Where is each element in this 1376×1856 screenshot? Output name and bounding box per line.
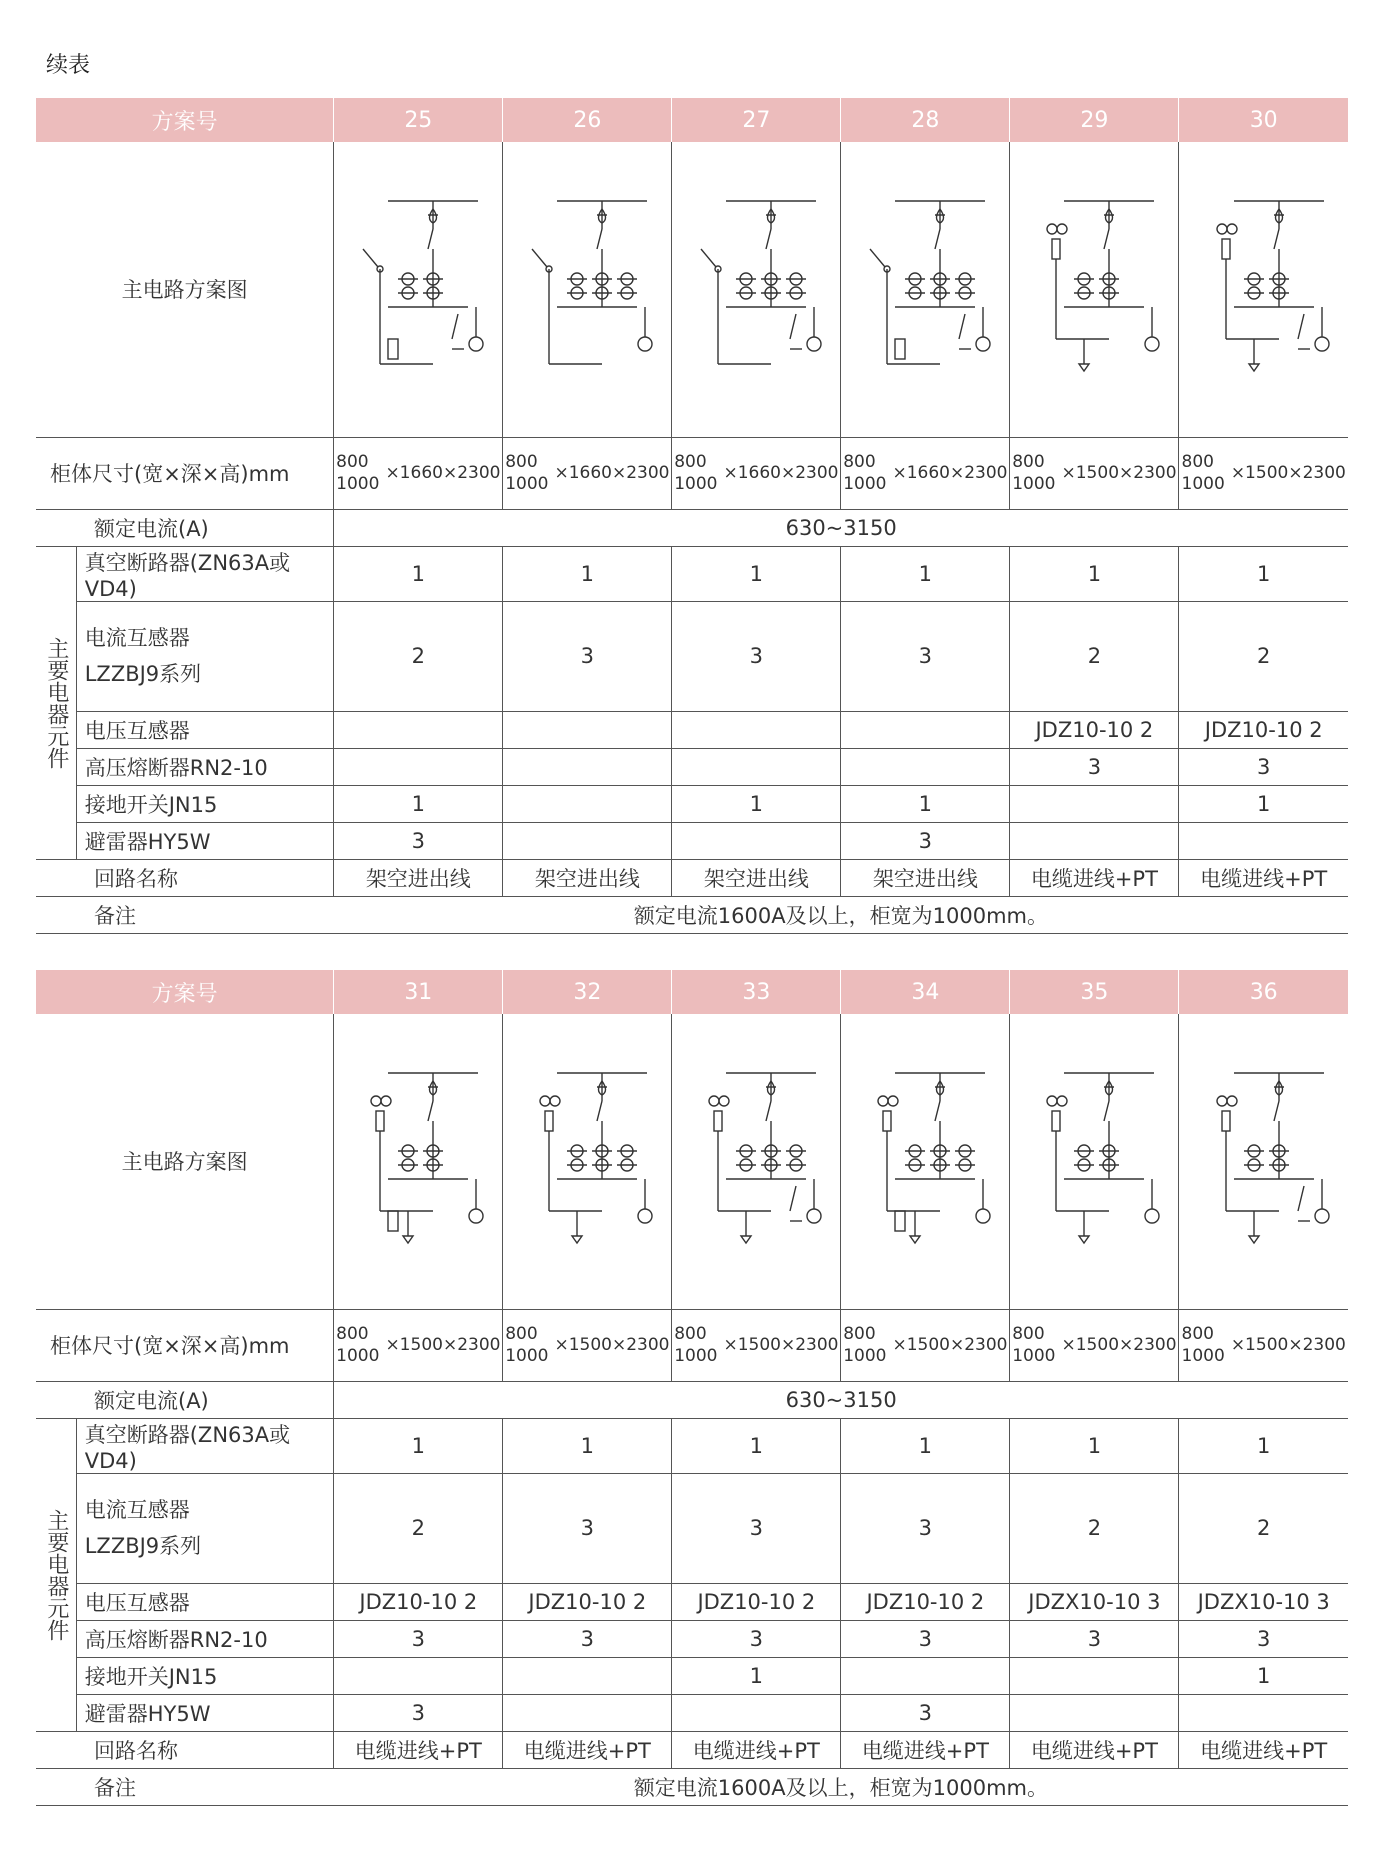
width-800: 800 <box>674 452 707 472</box>
dimensions-value <box>841 1323 1009 1367</box>
vt-qty: JDZ10-10 2 <box>503 1583 672 1620</box>
arr-qty <box>1010 1694 1179 1731</box>
table-row <box>36 1473 1348 1583</box>
arr-qty <box>672 1694 841 1731</box>
remark-value: 额定电流1600A及以上，柜宽为1000mm。 <box>334 896 1348 933</box>
dimensions-cell <box>1179 437 1348 509</box>
dimensions-cell <box>503 437 672 509</box>
circuit-diagram <box>348 1061 488 1261</box>
width-800: 800 <box>1012 1324 1045 1344</box>
breaker-qty: 1 <box>1179 1418 1348 1473</box>
dimensions-cell <box>841 437 1010 509</box>
rated-current-value: 630~3150 <box>334 509 1348 546</box>
arr-qty: 3 <box>334 1694 503 1731</box>
table-row <box>36 1309 1348 1381</box>
width-options <box>843 451 886 495</box>
circuit-name: 架空进出线 <box>334 859 503 896</box>
scheme-table <box>36 970 1348 1806</box>
dimensions-value <box>672 451 840 495</box>
circuit-name: 电缆进线+PT <box>1179 859 1348 896</box>
table-row <box>36 1731 1348 1768</box>
diagram-cell <box>334 1014 503 1309</box>
es-qty: 1 <box>672 785 841 822</box>
circuit-diagram <box>1194 189 1334 389</box>
ct-qty: 3 <box>503 1473 672 1583</box>
dimensions-value <box>334 451 502 495</box>
es-qty <box>503 1657 672 1694</box>
arr-qty <box>672 822 841 859</box>
circuit-name: 电缆进线+PT <box>503 1731 672 1768</box>
table-row <box>36 509 1348 546</box>
dimensions-value <box>672 1323 840 1367</box>
width-options <box>505 451 548 495</box>
circuit-name: 电缆进线+PT <box>672 1731 841 1768</box>
circuit-name: 电缆进线+PT <box>1010 1731 1179 1768</box>
breaker-qty: 1 <box>503 546 672 601</box>
remark-label: 备注 <box>36 1768 334 1805</box>
width-1000: 1000 <box>336 1346 380 1366</box>
diagram-label: 主电路方案图 <box>36 1014 334 1309</box>
rated-current-label: 额定电流(A) <box>36 509 334 546</box>
dimensions-value <box>841 451 1009 495</box>
fuse-qty: 3 <box>1010 1620 1179 1657</box>
scheme-no-label: 方案号 <box>36 970 334 1014</box>
rated-current-value: 630~3150 <box>334 1381 1348 1418</box>
vt-qty: JDZ10-10 2 <box>334 1583 503 1620</box>
depth-height: ×1500×2300 <box>385 1335 501 1355</box>
depth-height: ×1500×2300 <box>1230 1335 1346 1355</box>
fuse-qty: 3 <box>1010 748 1179 785</box>
ct-qty: 2 <box>334 1473 503 1583</box>
width-options <box>1182 451 1225 495</box>
fuse-qty: 3 <box>841 1620 1010 1657</box>
table-row <box>36 1694 1348 1731</box>
breaker-qty: 1 <box>1010 546 1179 601</box>
vt-label: 电压互感器 <box>76 1583 334 1620</box>
dimensions-cell <box>1179 1309 1348 1381</box>
width-800: 800 <box>336 452 369 472</box>
vt-qty <box>672 711 841 748</box>
ct-qty: 2 <box>1179 1473 1348 1583</box>
diagram-cell <box>334 142 503 437</box>
circuit-label: 回路名称 <box>36 1731 334 1768</box>
diagram-cell <box>672 142 841 437</box>
es-qty: 1 <box>841 785 1010 822</box>
vt-qty <box>841 711 1010 748</box>
vt-qty: JDZ10-10 2 <box>1010 711 1179 748</box>
dimensions-label: 柜体尺寸(宽×深×高)mm <box>36 437 334 509</box>
depth-height: ×1660×2300 <box>554 463 670 483</box>
circuit-name: 架空进出线 <box>503 859 672 896</box>
scheme-no: 30 <box>1179 98 1348 142</box>
vt-qty: JDZ10-10 2 <box>841 1583 1010 1620</box>
table-row <box>36 1768 1348 1805</box>
vt-qty <box>503 711 672 748</box>
table-row <box>36 896 1348 933</box>
page-caption: 续表 <box>46 53 91 78</box>
es-qty: 1 <box>672 1657 841 1694</box>
fuse-qty: 3 <box>672 1620 841 1657</box>
es-qty: 1 <box>334 785 503 822</box>
width-800: 800 <box>505 452 538 472</box>
scheme-no-label: 方案号 <box>36 98 334 142</box>
width-1000: 1000 <box>674 1346 718 1366</box>
table-row <box>36 748 1348 785</box>
es-qty: 1 <box>1179 1657 1348 1694</box>
fuse-qty: 3 <box>1179 1620 1348 1657</box>
breaker-qty: 1 <box>334 546 503 601</box>
scheme-no: 29 <box>1010 98 1179 142</box>
dimensions-cell <box>334 1309 503 1381</box>
table-row <box>36 601 1348 711</box>
ct-qty: 3 <box>841 1473 1010 1583</box>
ct-qty: 2 <box>1010 601 1179 711</box>
breaker-qty: 1 <box>503 1418 672 1473</box>
width-800: 800 <box>674 1324 707 1344</box>
dimensions-value <box>1010 451 1178 495</box>
ct-label-line2: LZZBJ9系列 <box>84 1534 202 1558</box>
remark-label: 备注 <box>36 896 334 933</box>
breaker-qty: 1 <box>1010 1418 1179 1473</box>
width-1000: 1000 <box>336 474 380 494</box>
width-options <box>1012 1323 1055 1367</box>
table-row <box>36 1014 1348 1309</box>
scheme-no: 34 <box>841 970 1010 1014</box>
scheme-no: 28 <box>841 98 1010 142</box>
table-row <box>36 1418 1348 1473</box>
dimensions-value <box>1010 1323 1178 1367</box>
width-1000: 1000 <box>1181 474 1225 494</box>
circuit-diagram <box>348 189 488 389</box>
width-1000: 1000 <box>1012 1346 1056 1366</box>
table-row <box>36 1657 1348 1694</box>
arr-qty <box>1179 1694 1348 1731</box>
table-row <box>36 1381 1348 1418</box>
vt-qty <box>334 711 503 748</box>
breaker-qty: 1 <box>672 546 841 601</box>
vt-qty: JDZX10-10 3 <box>1179 1583 1348 1620</box>
diagram-label: 主电路方案图 <box>36 142 334 437</box>
dimensions-value <box>1179 451 1348 495</box>
ct-qty: 3 <box>672 601 841 711</box>
arr-qty <box>503 1694 672 1731</box>
es-qty <box>1010 785 1179 822</box>
width-1000: 1000 <box>1012 474 1056 494</box>
breaker-label: 真空断路器(ZN63A或VD4) <box>76 546 334 601</box>
ct-label-line1: 电流互感器 <box>84 1498 190 1522</box>
depth-height: ×1500×2300 <box>723 1335 839 1355</box>
table-row <box>36 711 1348 748</box>
circuit-diagram <box>1194 1061 1334 1261</box>
scheme-no: 35 <box>1010 970 1179 1014</box>
breaker-qty: 1 <box>1179 546 1348 601</box>
arr-qty <box>503 822 672 859</box>
circuit-diagram <box>686 1061 826 1261</box>
depth-height: ×1500×2300 <box>1061 1335 1177 1355</box>
arr-qty <box>1010 822 1179 859</box>
depth-height: ×1660×2300 <box>385 463 501 483</box>
diagram-cell <box>1010 142 1179 437</box>
table-row <box>36 859 1348 896</box>
width-1000: 1000 <box>843 474 887 494</box>
diagram-cell <box>503 1014 672 1309</box>
width-options <box>674 451 717 495</box>
scheme-no: 26 <box>503 98 672 142</box>
width-800: 800 <box>843 1324 876 1344</box>
ct-label <box>76 601 334 711</box>
circuit-diagram <box>517 1061 657 1261</box>
width-800: 800 <box>336 1324 369 1344</box>
scheme-no: 27 <box>672 98 841 142</box>
dimensions-cell <box>503 1309 672 1381</box>
dimensions-cell <box>672 437 841 509</box>
depth-height: ×1500×2300 <box>892 1335 1008 1355</box>
scheme-no: 31 <box>334 970 503 1014</box>
table-row <box>36 437 1348 509</box>
ct-qty: 2 <box>1179 601 1348 711</box>
es-label: 接地开关JN15 <box>76 785 334 822</box>
table-row <box>36 1620 1348 1657</box>
breaker-qty: 1 <box>334 1418 503 1473</box>
vt-qty: JDZ10-10 2 <box>1179 711 1348 748</box>
diagram-cell <box>841 142 1010 437</box>
main-components-label: 主要电器元件 <box>36 546 76 859</box>
width-800: 800 <box>1181 1324 1214 1344</box>
dimensions-cell <box>1010 1309 1179 1381</box>
width-1000: 1000 <box>505 1346 549 1366</box>
depth-height: ×1660×2300 <box>723 463 839 483</box>
breaker-qty: 1 <box>672 1418 841 1473</box>
scheme-no: 32 <box>503 970 672 1014</box>
rated-current-label: 额定电流(A) <box>36 1381 334 1418</box>
width-800: 800 <box>1012 452 1045 472</box>
breaker-qty: 1 <box>841 1418 1010 1473</box>
table-row <box>36 98 1348 142</box>
circuit-name: 架空进出线 <box>841 859 1010 896</box>
arr-qty: 3 <box>841 822 1010 859</box>
width-1000: 1000 <box>843 1346 887 1366</box>
circuit-name: 电缆进线+PT <box>841 1731 1010 1768</box>
ct-qty: 3 <box>672 1473 841 1583</box>
diagram-cell <box>1010 1014 1179 1309</box>
width-options <box>674 1323 717 1367</box>
diagram-cell <box>503 142 672 437</box>
width-options <box>336 451 379 495</box>
scheme-no: 36 <box>1179 970 1348 1014</box>
width-1000: 1000 <box>1181 1346 1225 1366</box>
dimensions-cell <box>672 1309 841 1381</box>
circuit-diagram <box>1024 189 1164 389</box>
table-row <box>36 546 1348 601</box>
width-options <box>1012 451 1055 495</box>
ct-label-line1: 电流互感器 <box>84 626 190 650</box>
dimensions-label: 柜体尺寸(宽×深×高)mm <box>36 1309 334 1381</box>
fuse-label: 高压熔断器RN2-10 <box>76 748 334 785</box>
es-qty <box>334 1657 503 1694</box>
circuit-diagram <box>686 189 826 389</box>
fuse-qty <box>672 748 841 785</box>
dimensions-value <box>1179 1323 1348 1367</box>
arr-qty: 3 <box>334 822 503 859</box>
width-800: 800 <box>1181 452 1214 472</box>
es-qty <box>503 785 672 822</box>
diagram-cell <box>672 1014 841 1309</box>
es-qty <box>1010 1657 1179 1694</box>
circuit-diagram <box>855 1061 995 1261</box>
circuit-diagram <box>517 189 657 389</box>
dimensions-value <box>334 1323 502 1367</box>
circuit-name: 架空进出线 <box>672 859 841 896</box>
ct-label-line2: LZZBJ9系列 <box>84 662 202 686</box>
vt-qty: JDZX10-10 3 <box>1010 1583 1179 1620</box>
fuse-qty: 3 <box>334 1620 503 1657</box>
es-label: 接地开关JN15 <box>76 1657 334 1694</box>
table-row <box>36 970 1348 1014</box>
dimensions-value <box>503 451 671 495</box>
depth-height: ×1500×2300 <box>554 1335 670 1355</box>
circuit-label: 回路名称 <box>36 859 334 896</box>
width-1000: 1000 <box>505 474 549 494</box>
width-800: 800 <box>505 1324 538 1344</box>
fuse-qty: 3 <box>1179 748 1348 785</box>
table-row <box>36 1583 1348 1620</box>
ct-qty: 2 <box>334 601 503 711</box>
arr-qty <box>1179 822 1348 859</box>
scheme-table <box>36 98 1348 934</box>
arr-qty: 3 <box>841 1694 1010 1731</box>
width-1000: 1000 <box>674 474 718 494</box>
diagram-cell <box>841 1014 1010 1309</box>
circuit-diagram <box>1024 1061 1164 1261</box>
fuse-label: 高压熔断器RN2-10 <box>76 1620 334 1657</box>
es-qty: 1 <box>1179 785 1348 822</box>
table-row <box>36 785 1348 822</box>
diagram-cell <box>1179 142 1348 437</box>
circuit-name: 电缆进线+PT <box>1010 859 1179 896</box>
ct-label <box>76 1473 334 1583</box>
scheme-no: 25 <box>334 98 503 142</box>
fuse-qty <box>334 748 503 785</box>
width-options <box>1182 1323 1225 1367</box>
width-options <box>336 1323 379 1367</box>
width-options <box>843 1323 886 1367</box>
depth-height: ×1500×2300 <box>1061 463 1177 483</box>
width-800: 800 <box>843 452 876 472</box>
ct-qty: 3 <box>841 601 1010 711</box>
remark-value: 额定电流1600A及以上，柜宽为1000mm。 <box>334 1768 1348 1805</box>
width-options <box>505 1323 548 1367</box>
scheme-no: 33 <box>672 970 841 1014</box>
es-qty <box>841 1657 1010 1694</box>
depth-height: ×1660×2300 <box>892 463 1008 483</box>
circuit-diagram <box>855 189 995 389</box>
ct-qty: 2 <box>1010 1473 1179 1583</box>
table-row <box>36 142 1348 437</box>
dimensions-cell <box>841 1309 1010 1381</box>
table-row <box>36 822 1348 859</box>
fuse-qty: 3 <box>503 1620 672 1657</box>
fuse-qty <box>503 748 672 785</box>
arr-label: 避雷器HY5W <box>76 1694 334 1731</box>
circuit-name: 电缆进线+PT <box>334 1731 503 1768</box>
circuit-name: 电缆进线+PT <box>1179 1731 1348 1768</box>
depth-height: ×1500×2300 <box>1230 463 1346 483</box>
diagram-cell <box>1179 1014 1348 1309</box>
dimensions-cell <box>334 437 503 509</box>
ct-qty: 3 <box>503 601 672 711</box>
breaker-label: 真空断路器(ZN63A或VD4) <box>76 1418 334 1473</box>
dimensions-cell <box>1010 437 1179 509</box>
vt-label: 电压互感器 <box>76 711 334 748</box>
vt-qty: JDZ10-10 2 <box>672 1583 841 1620</box>
main-components-label: 主要电器元件 <box>36 1418 76 1731</box>
fuse-qty <box>841 748 1010 785</box>
arr-label: 避雷器HY5W <box>76 822 334 859</box>
dimensions-value <box>503 1323 671 1367</box>
breaker-qty: 1 <box>841 546 1010 601</box>
